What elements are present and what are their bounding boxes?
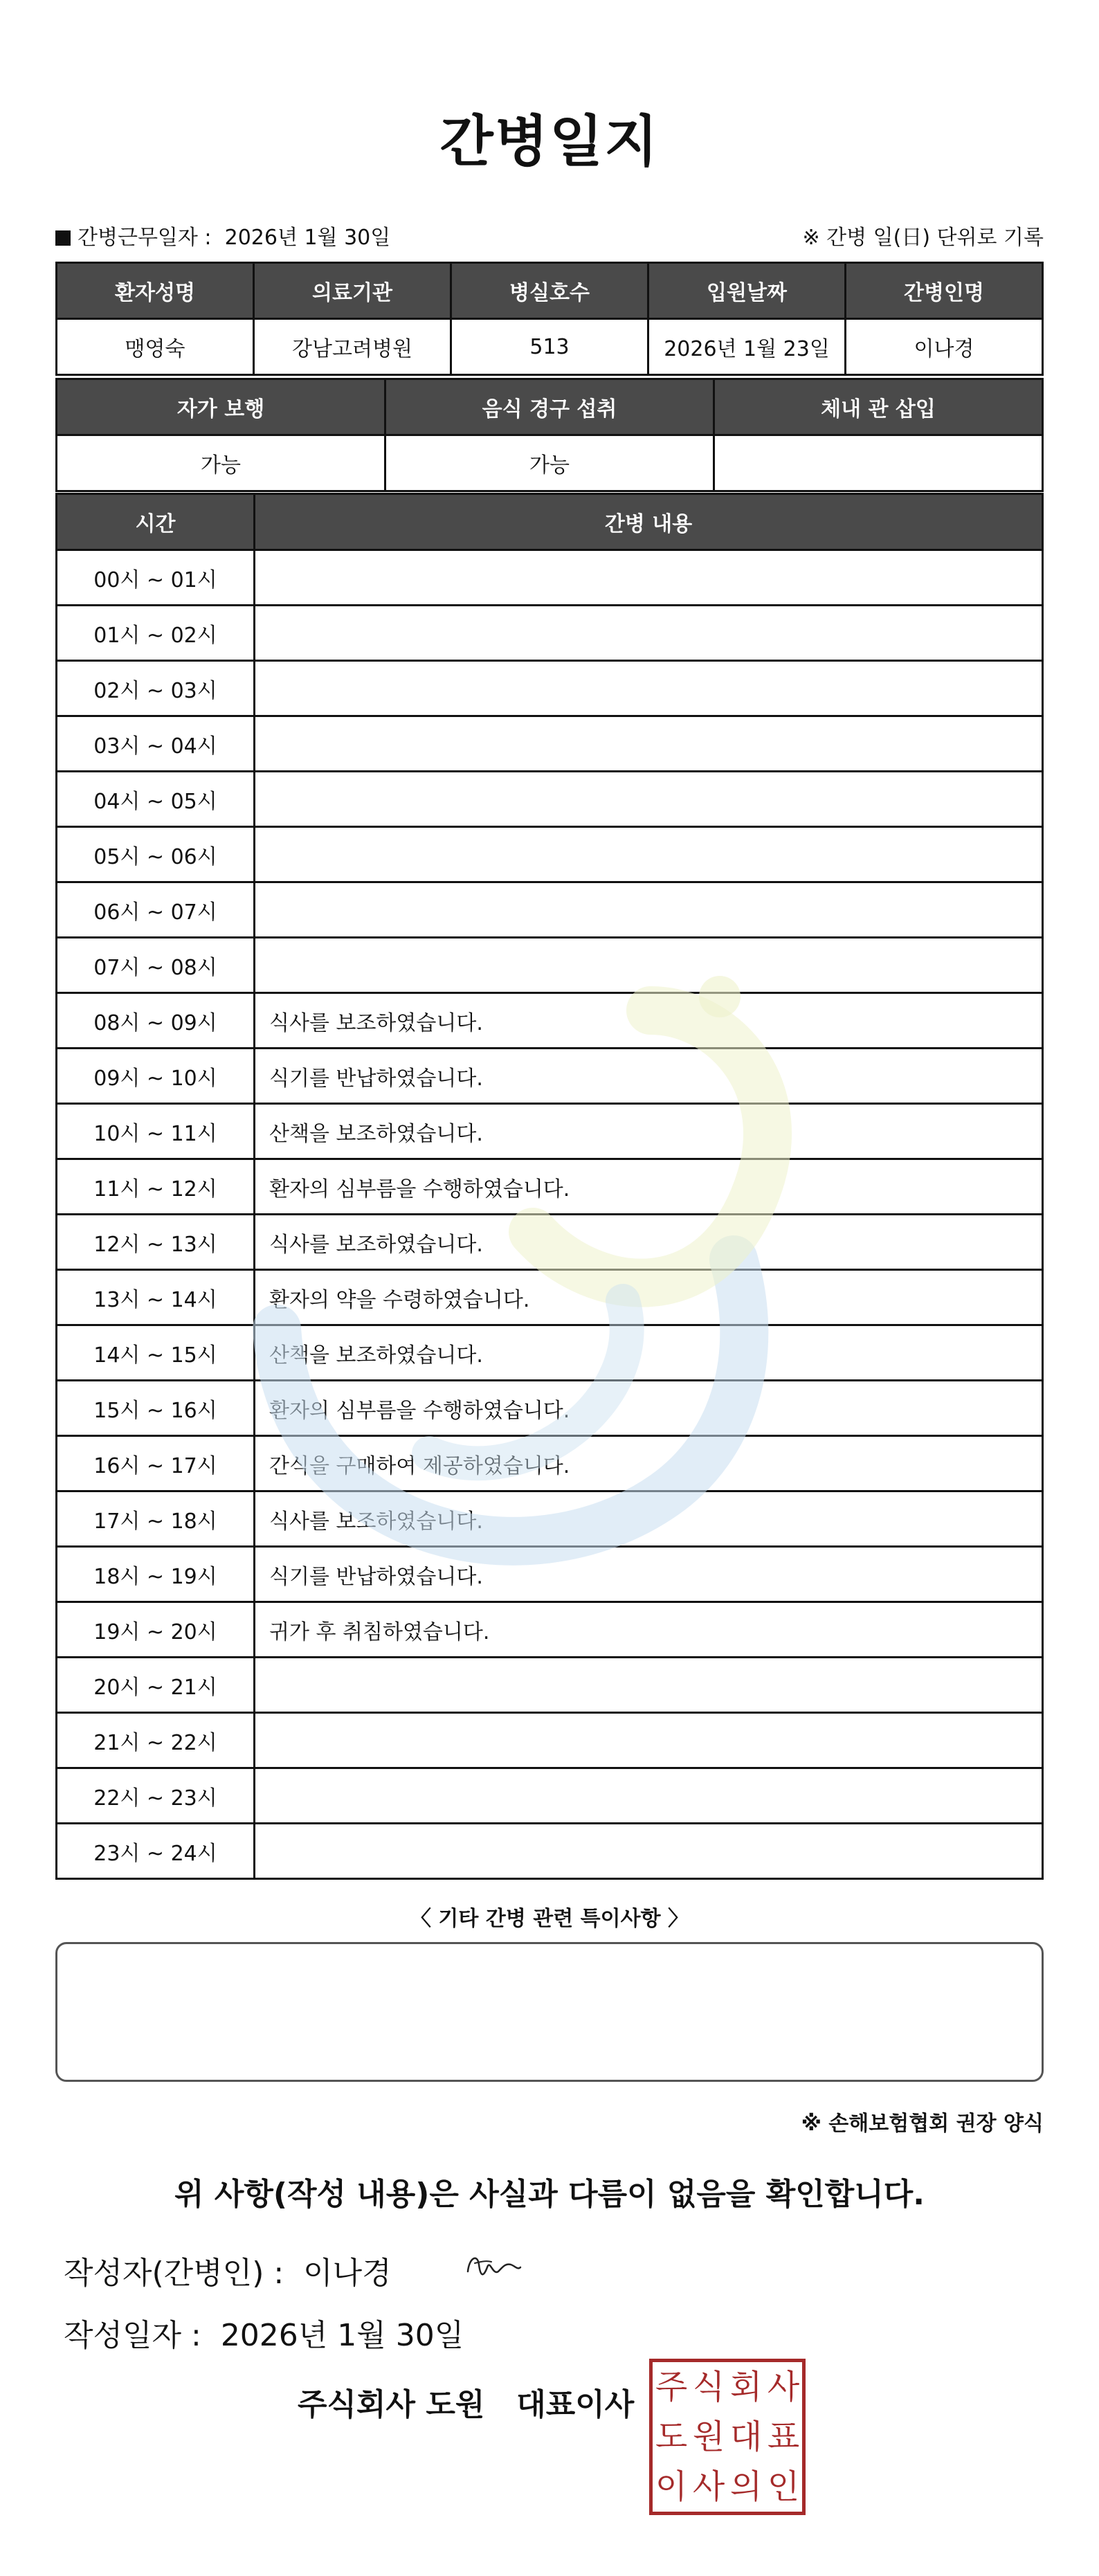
log-note (255, 938, 1043, 993)
square-bullet-icon (55, 230, 71, 246)
special-notes-box (55, 1942, 1044, 2082)
log-time: 17시 ~ 18시 (57, 1491, 255, 1547)
table-row (57, 661, 1043, 716)
company-name: 주식회사 도원 대표이사 (298, 2387, 635, 2422)
header-care-content: 간병 내용 (255, 494, 1043, 550)
self-walking-value: 가능 (57, 435, 385, 491)
log-note: 식기를 반납하였습니다. (255, 1049, 1043, 1104)
table-row (57, 1104, 1043, 1159)
log-note: 환자의 심부름을 수행하였습니다. (255, 1381, 1043, 1436)
log-time: 05시 ~ 06시 (57, 827, 255, 882)
header-caregiver: 간병인명 (846, 263, 1043, 319)
header-tube-insertion: 체내 관 삽입 (714, 379, 1043, 435)
log-note: 환자의 약을 수령하였습니다. (255, 1270, 1043, 1325)
table-row (57, 882, 1043, 938)
table-row (57, 1325, 1043, 1381)
room-number: 513 (451, 319, 648, 375)
log-time: 00시 ~ 01시 (57, 550, 255, 606)
signature-icon (462, 2244, 525, 2285)
table-row (57, 938, 1043, 993)
stamp-char: 대 (729, 2418, 763, 2456)
log-note (255, 606, 1043, 661)
log-note (255, 1713, 1043, 1768)
log-time: 23시 ~ 24시 (57, 1824, 255, 1879)
log-note: 산책을 보조하였습니다. (255, 1104, 1043, 1159)
log-time: 16시 ~ 17시 (57, 1436, 255, 1491)
log-time: 12시 ~ 13시 (57, 1215, 255, 1270)
log-time: 20시 ~ 21시 (57, 1658, 255, 1713)
log-time: 10시 ~ 11시 (57, 1104, 255, 1159)
table-row (57, 1159, 1043, 1215)
table-row (57, 1768, 1043, 1824)
care-log-table (55, 493, 1044, 1880)
log-note: 환자의 심부름을 수행하였습니다. (255, 1159, 1043, 1215)
table-row (57, 1491, 1043, 1547)
log-time: 19시 ~ 20시 (57, 1602, 255, 1658)
log-note: 간식을 구매하여 제공하였습니다. (255, 1436, 1043, 1491)
log-note: 식기를 반납하였습니다. (255, 1547, 1043, 1602)
stamp-char: 사 (692, 2467, 725, 2506)
table-row (57, 1824, 1043, 1879)
patient-ability-table (55, 378, 1044, 492)
log-note: 산책을 보조하였습니다. (255, 1325, 1043, 1381)
log-time: 14시 ~ 15시 (57, 1325, 255, 1381)
writer-label: 작성자(간병인) : (64, 2256, 284, 2291)
log-time: 21시 ~ 22시 (57, 1713, 255, 1768)
table-row (57, 1547, 1043, 1602)
log-time: 18시 ~ 19시 (57, 1547, 255, 1602)
table-row (57, 1049, 1043, 1104)
written-date-label: 작성일자 : (64, 2318, 201, 2353)
log-note (255, 1658, 1043, 1713)
care-log-rows (57, 550, 1043, 1879)
stamp-char: 도 (655, 2418, 688, 2456)
log-time: 11시 ~ 12시 (57, 1159, 255, 1215)
stamp-char: 식 (692, 2368, 725, 2406)
log-note (255, 716, 1043, 772)
header-patient-name: 환자성명 (57, 263, 254, 319)
stamp-char: 표 (767, 2418, 800, 2456)
work-date: 2026년 1월 30일 (224, 226, 391, 250)
log-time: 07시 ~ 08시 (57, 938, 255, 993)
patient-name: 맹영숙 (57, 319, 254, 375)
table-row (57, 1215, 1043, 1270)
table-row (57, 1270, 1043, 1325)
writer-name: 이나경 (303, 2256, 392, 2291)
log-note (255, 550, 1043, 606)
stamp-char: 사 (767, 2368, 800, 2406)
log-note (255, 1768, 1043, 1824)
tube-insertion-value (714, 435, 1043, 491)
log-note (255, 772, 1043, 827)
log-note (255, 827, 1043, 882)
log-time: 02시 ~ 03시 (57, 661, 255, 716)
hospital-name: 강남고려병원 (254, 319, 451, 375)
header-admission-date: 입원날짜 (648, 263, 846, 319)
unit-note: ※ 간병 일(日) 단위로 기록 (802, 226, 1044, 250)
stamp-char: 이 (655, 2467, 688, 2506)
page-title: 간병일지 (439, 109, 660, 174)
company-seal-stamp (649, 2359, 806, 2515)
work-date-label: 간병근무일자 : (78, 226, 212, 250)
table-row (57, 1713, 1043, 1768)
stamp-char: 의 (729, 2467, 763, 2506)
log-time: 22시 ~ 23시 (57, 1768, 255, 1824)
caregiver-name: 이나경 (846, 319, 1043, 375)
patient-info-table (55, 262, 1044, 376)
table-row (57, 993, 1043, 1049)
log-note: 식사를 보조하였습니다. (255, 1215, 1043, 1270)
log-time: 01시 ~ 02시 (57, 606, 255, 661)
special-notes-title: 〈 기타 간병 관련 특이사항 〉 (410, 1907, 689, 1931)
stamp-char: 주 (655, 2368, 688, 2406)
log-note (255, 882, 1043, 938)
form-source-note: ※ 손해보험협회 권장 양식 (801, 2112, 1044, 2136)
header-room: 병실호수 (451, 263, 648, 319)
log-time: 09시 ~ 10시 (57, 1049, 255, 1104)
header-hospital: 의료기관 (254, 263, 451, 319)
log-time: 15시 ~ 16시 (57, 1381, 255, 1436)
header-oral-intake: 음식 경구 섭취 (385, 379, 714, 435)
log-time: 03시 ~ 04시 (57, 716, 255, 772)
log-note (255, 661, 1043, 716)
written-date-line (64, 2310, 464, 2355)
table-row (57, 550, 1043, 606)
stamp-char: 인 (767, 2467, 800, 2506)
written-date: 2026년 1월 30일 (220, 2318, 464, 2353)
oral-intake-value: 가능 (385, 435, 714, 491)
header-self-walking: 자가 보행 (57, 379, 385, 435)
stamp-char: 회 (729, 2368, 763, 2406)
log-note: 귀가 후 취침하였습니다. (255, 1602, 1043, 1658)
stamp-char: 원 (692, 2418, 725, 2456)
table-row (57, 1436, 1043, 1491)
log-note: 식사를 보조하였습니다. (255, 1491, 1043, 1547)
log-note: 식사를 보조하였습니다. (255, 993, 1043, 1049)
log-time: 04시 ~ 05시 (57, 772, 255, 827)
header-time: 시간 (57, 494, 255, 550)
table-row (57, 772, 1043, 827)
table-row (57, 606, 1043, 661)
log-note (255, 1824, 1043, 1879)
table-row (57, 1602, 1043, 1658)
admission-date: 2026년 1월 23일 (648, 319, 846, 375)
log-time: 08시 ~ 09시 (57, 993, 255, 1049)
confirmation-statement: 위 사항(작성 내용)은 사실과 다름이 없음을 확인합니다. (174, 2177, 925, 2212)
table-row (57, 1658, 1043, 1713)
table-row (57, 1381, 1043, 1436)
writer-line (64, 2248, 392, 2292)
table-row (57, 716, 1043, 772)
log-time: 06시 ~ 07시 (57, 882, 255, 938)
table-row (57, 827, 1043, 882)
work-date-line (55, 220, 390, 251)
log-time: 13시 ~ 14시 (57, 1270, 255, 1325)
